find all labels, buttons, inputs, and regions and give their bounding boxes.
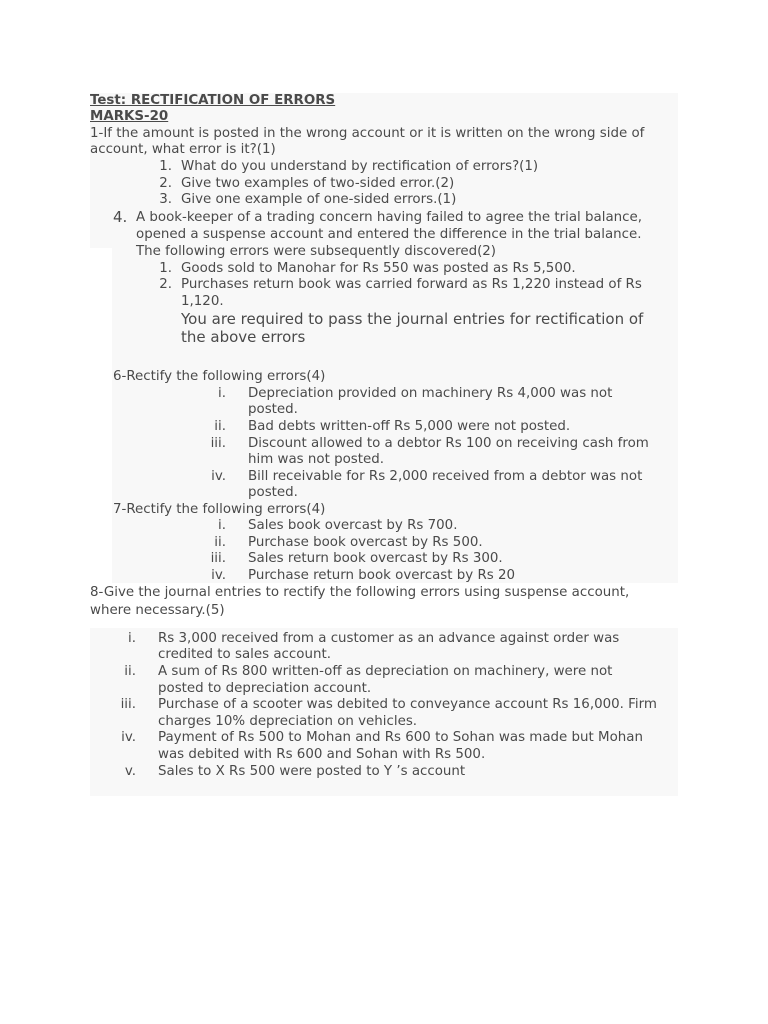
q6-item-text: Depreciation provided on machinery Rs 4,000 was not (248, 386, 613, 401)
q1-item-text: What do you understand by rectification of errors?(1) (181, 159, 539, 174)
q6-item-number: i. (218, 386, 226, 401)
q4-line-3: The following errors were subsequently discovered(2) (136, 244, 497, 259)
q1-item-number: 3. (159, 192, 172, 207)
q6-item-text: Bill receivable for Rs 2,000 received from a debtor was not (248, 469, 643, 484)
q1-line-1: 1-If the amount is posted in the wrong account or it is written on the wrong side of (90, 126, 645, 141)
q6-item-text: posted. (248, 402, 298, 417)
q6-item-text: Discount allowed to a debtor Rs 100 on receiving cash from (248, 436, 649, 451)
q7-item-text: Purchase return book overcast by Rs 20 (248, 568, 516, 583)
q6-item-text: him was not posted. (248, 452, 384, 467)
q7-item-number: iii. (210, 551, 226, 566)
q8-line-1: 8-Give the journal entries to rectify the following errors using suspense account, (90, 585, 630, 600)
q6-item-text: Bad debts written-off Rs 5,000 were not posted. (248, 419, 571, 434)
q7-item-number: iv. (211, 568, 226, 583)
q1-item-text: Give two examples of two-sided error.(2) (181, 176, 455, 191)
q4-item-number: 2. (159, 277, 172, 292)
q1-item-number: 2. (159, 176, 172, 191)
q7-item-number: i. (218, 518, 226, 533)
marks-label: MARKS-20 (90, 109, 169, 124)
q8-item-text: Payment of Rs 500 to Mohan and Rs 600 to Sohan was made but Mohan (158, 730, 643, 745)
q4-required-line-1: You are required to pass the journal entries for rectification of (181, 310, 644, 328)
q6-item-number: ii. (214, 419, 226, 434)
page-title: Test: RECTIFICATION OF ERRORS (90, 93, 336, 108)
q6-item-number: iii. (210, 436, 226, 451)
q4-item-text: Goods sold to Manohar for Rs 550 was posted as Rs 5,500. (181, 261, 576, 276)
q4-item-text: 1,120. (181, 294, 224, 309)
q8-item-number: iii. (120, 697, 136, 712)
q4-required-line-2: the above errors (181, 328, 306, 346)
q4-item-text: Purchases return book was carried forward as Rs 1,220 instead of Rs (181, 277, 642, 292)
q8-item-text: credited to sales account. (158, 647, 331, 662)
q6-heading: 6-Rectify the following errors(4) (113, 369, 326, 384)
q8-item-text: Rs 3,000 received from a customer as an advance against order was (158, 631, 620, 646)
q8-item-number: ii. (124, 664, 136, 679)
q8-line-2: where necessary.(5) (90, 603, 225, 618)
q8-item-text: Sales to X Rs 500 were posted to Y ’s account (158, 764, 466, 779)
q8-item-number: iv. (121, 730, 136, 745)
q7-heading: 7-Rectify the following errors(4) (113, 502, 326, 517)
q7-item-text: Sales book overcast by Rs 700. (248, 518, 458, 533)
q7-item-text: Sales return book overcast by Rs 300. (248, 551, 503, 566)
q8-item-number: v. (124, 764, 136, 779)
q4-line-1: A book-keeper of a trading concern having failed to agree the trial balance, (136, 210, 642, 225)
q6-item-text: posted. (248, 485, 298, 500)
q1-item-text: Give one example of one-sided errors.(1) (181, 192, 457, 207)
q7-item-text: Purchase book overcast by Rs 500. (248, 535, 483, 550)
q8-item-text: was debited with Rs 600 and Sohan with Rs 500. (158, 747, 486, 762)
q7-item-number: ii. (214, 535, 226, 550)
q8-item-text: A sum of Rs 800 written-off as depreciation on machinery, were not (158, 664, 613, 679)
q8-item-text: charges 10% depreciation on vehicles. (158, 714, 418, 729)
q1-line-2: account, what error is it?(1) (90, 142, 276, 157)
q8-item-text: Purchase of a scooter was debited to conveyance account Rs 16,000. Firm (158, 697, 657, 712)
q6-item-number: iv. (211, 469, 226, 484)
q4-item-number: 1. (159, 261, 172, 276)
q8-item-number: i. (128, 631, 136, 646)
q4-line-2: opened a suspense account and entered the difference in the trial balance. (136, 227, 642, 242)
q1-item-number: 1. (159, 159, 172, 174)
q8-item-text: posted to depreciation account. (158, 681, 372, 696)
q4-number: 4. (113, 208, 128, 226)
